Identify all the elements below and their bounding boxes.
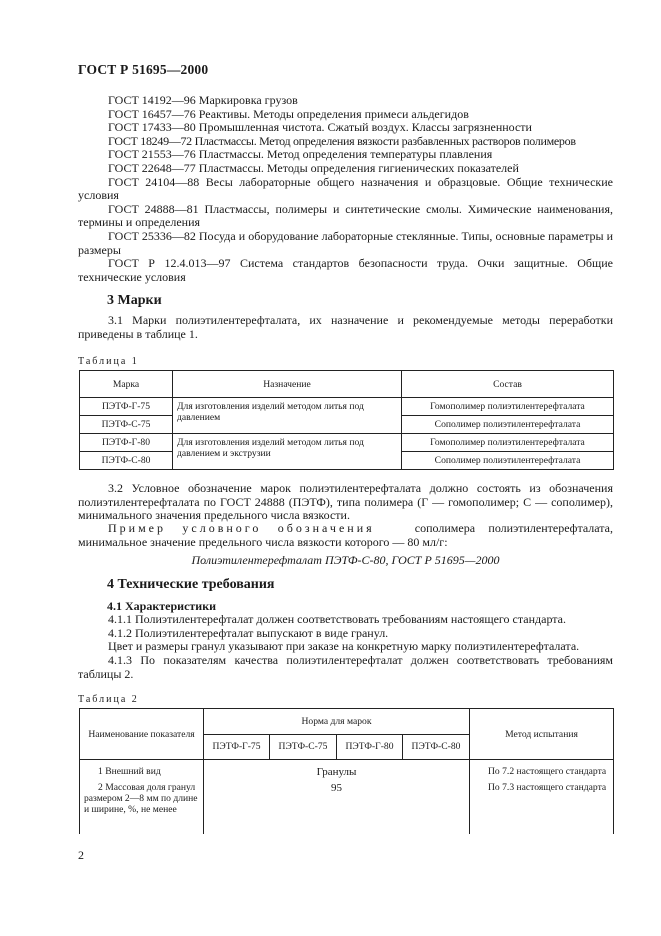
table-2-grade-header: ПЭТФ-Г-80 (336, 734, 402, 760)
reference-item: ГОСТ 22648—77 Пластмассы. Методы определения гигиенических показателей (108, 160, 519, 175)
table-2-header-norm: Норма для марок (204, 709, 470, 735)
example-designation: Полиэтилентерефталат ПЭТФ-С-80, ГОСТ Р 51695—2000 (191, 553, 500, 567)
paragraph-4-1-1: 4.1.1 Полиэтилентерефталат должен соответствовать требованиям настоящего стандарта. (108, 612, 567, 626)
reference-item: ГОСТ Р 12.4.013—97 Система стандартов безопасности труда. Очки защитные. Общие технические условия (78, 256, 613, 284)
reference-item: ГОСТ 17433—80 Промышленная чистота. Сжатый воздух. Классы загрязненности (108, 120, 532, 135)
table-2 (79, 708, 614, 834)
table-2-header-method: Метод испытания (470, 709, 614, 760)
table-2-grade-header: ПЭТФ-Г-75 (204, 734, 270, 760)
reference-item: ГОСТ 16457—76 Реактивы. Методы определения примеси альдегидов (108, 106, 469, 121)
table-1 (79, 370, 614, 470)
table-1-header-grade: Марка (80, 371, 173, 398)
paragraph-3-2: 3.2 Условное обозначение марок полиэтилентерефталата должно состоять из обозначения полиэтилентерефталата по ГОСТ 24888 (ПЭТФ), типа полимера (Г — гомополимер; С — сополимер), минимального значения предельного числа вязкости. (78, 481, 613, 523)
purpose-cell: Для изготовления изделий методом литья под давлением (173, 398, 402, 434)
composition-cell: Сополимер полиэтилентерефталата (402, 416, 614, 434)
paragraph-4-1-2-color: Цвет и размеры гранул указывают при заказе на конкретную марку полиэтилентерефталата. (108, 639, 580, 653)
reference-item: ГОСТ 24104—88 Весы лабораторные общего назначения и образцовые. Общие технические условия (78, 174, 613, 203)
composition-cell: Гомополимер полиэтилентерефталата (402, 434, 614, 452)
table-row (80, 760, 614, 779)
value-cell: Гранулы (204, 760, 470, 779)
table-1-header-purpose: Назначение (173, 371, 402, 398)
purpose-cell: Для изготовления изделий методом литья под давлением и экструзии (173, 434, 402, 470)
reference-item: ГОСТ 21553—76 Пластмассы. Метод определения температуры плавления (108, 147, 493, 162)
table-2-header-indicator: Наименование показателя (80, 709, 204, 760)
example-paragraph (78, 522, 613, 549)
example-text: сополимера полиэтилентерефталата, минимальное значение предельного числа вязкости которого — 80 мл/г: (78, 521, 613, 549)
paragraph-4-1-2: 4.1.2 Полиэтилентерефталат выпускают в виде гранул. (108, 626, 389, 640)
reference-item: ГОСТ 24888—81 Пластмассы, полимеры и синтетические смолы. Химические наименования, термины и определения (78, 201, 613, 230)
grade-cell: ПЭТФ-С-75 (80, 416, 173, 434)
paragraph-4-1-3: 4.1.3 По показателям качества полиэтилентерефталат должен соответствовать требованиям таблицы 2. (78, 653, 613, 681)
reference-item: ГОСТ 25336—82 Посуда и оборудование лабораторные стеклянные. Типы, основные параметры и размеры (78, 228, 613, 257)
subsection-4-1-heading: 4.1 Характеристики (107, 599, 217, 613)
grade-cell: ПЭТФ-Г-75 (80, 398, 173, 416)
table-1-header-composition: Состав (402, 371, 614, 398)
method-cell: По 7.3 настоящего стандарта (470, 778, 614, 834)
document-code: ГОСТ Р 51695—2000 (78, 62, 209, 77)
section-4-heading: 4 Технические требования (107, 577, 275, 592)
indicator-cell: 1 Внешний вид (80, 760, 204, 779)
composition-cell: Сополимер полиэтилентерефталата (402, 452, 614, 470)
table-2-caption: Таблица 2 (78, 694, 139, 705)
table-row (80, 778, 614, 834)
page-number: 2 (78, 848, 84, 862)
normative-references (78, 94, 613, 284)
indicator-cell: 2 Массовая доля гранул размером 2—8 мм по длине и ширине, %, не менее (80, 778, 204, 834)
table-2-grade-header: ПЭТФ-С-75 (270, 734, 337, 760)
table-row (80, 434, 614, 452)
table-row (80, 398, 614, 416)
composition-cell: Гомополимер полиэтилентерефталата (402, 398, 614, 416)
table-2-grade-header: ПЭТФ-С-80 (402, 734, 469, 760)
grade-cell: ПЭТФ-С-80 (80, 452, 173, 470)
example-label: Пример условного обозначения (108, 521, 375, 535)
value-cell: 95 (204, 778, 470, 834)
paragraph-3-1: 3.1 Марки полиэтилентерефталата, их назначение и рекомендуемые методы переработки приведены в таблице 1. (78, 313, 613, 341)
section-3-heading: 3 Марки (107, 293, 162, 308)
method-cell: По 7.2 настоящего стандарта (470, 760, 614, 779)
reference-item: ГОСТ 18249—72 Пластмассы. Метод определения вязкости разбавленных растворов полимеров (108, 133, 576, 148)
table-1-caption: Таблица 1 (78, 356, 139, 367)
grade-cell: ПЭТФ-Г-80 (80, 434, 173, 452)
reference-item: ГОСТ 14192—96 Маркировка грузов (108, 93, 298, 107)
